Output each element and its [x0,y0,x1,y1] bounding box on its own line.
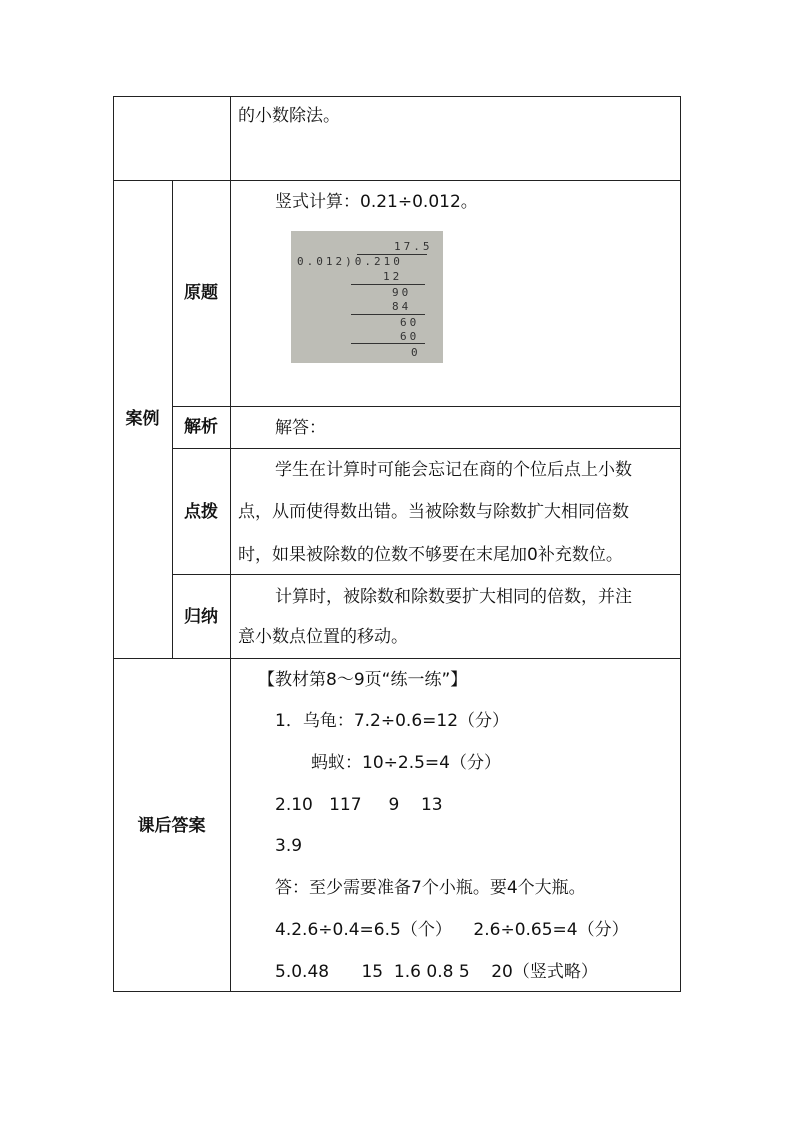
table-border-right [680,96,681,992]
analysis-label: 解析 [184,417,218,437]
division-rule [351,284,425,285]
answers-line: 4.2.6÷0.4=6.5（个） 2.6÷0.65=4（分） [275,920,629,940]
lesson-table [113,96,681,992]
table-border-bottom [113,991,681,992]
tips-line: 时，如果被除数的位数不够要在末尾加0补充数位。 [238,545,623,565]
summary-line: 计算时，被除数和除数要扩大相同的倍数，并注 [275,587,632,607]
original-question: 竖式计算：0.21÷0.012。 [275,192,478,212]
division-step: 60 [400,330,420,343]
answers-line: 2.10 117 9 13 [275,795,443,815]
tips-line: 学生在计算时可能会忘记在商的个位后点上小数 [275,460,632,480]
division-step: 84 [392,300,412,313]
tips-label: 点拨 [184,502,218,522]
division-step: 0 [411,346,421,359]
col-divider [230,96,231,992]
answers-line: 【教材第8～9页“练一练”】 [258,670,468,690]
answers-label: 课后答案 [137,816,206,836]
division-step: 12 [383,270,403,283]
answers-line: 5.0.48 15 1.6 0.8 5 20（竖式略） [275,962,598,982]
division-quotient: 17.5 [394,240,433,253]
answers-line: 答：至少需要准备7个小瓶。要4个大瓶。 [275,878,586,898]
answers-line: 1．乌龟：7.2÷0.6=12（分） [275,711,510,731]
summary-line: 意小数点位置的移动。 [238,627,408,647]
case-label: 案例 [125,409,160,429]
row-divider [172,406,681,407]
table-border-left [113,96,114,992]
tips-line: 点，从而使得数出错。当被除数与除数扩大相同倍数 [238,502,629,522]
original-label: 原题 [184,283,218,303]
row-divider [113,180,681,181]
row-divider [172,448,681,449]
analysis-text: 解答： [275,418,326,438]
division-divisor-dividend: 0.012)0.210 [297,255,403,268]
division-step: 60 [400,316,420,329]
intro-text: 的小数除法。 [238,106,340,126]
long-division-photo [291,231,443,363]
row-divider [172,574,681,575]
answers-line: 3.9 [275,836,303,856]
answers-line: 蚂蚁：10÷2.5=4（分） [311,753,501,773]
summary-label: 归纳 [184,607,218,627]
division-step: 90 [392,286,412,299]
division-rule [351,343,425,344]
table-border-top [113,96,681,97]
row-divider [113,658,681,659]
division-rule [351,314,425,315]
